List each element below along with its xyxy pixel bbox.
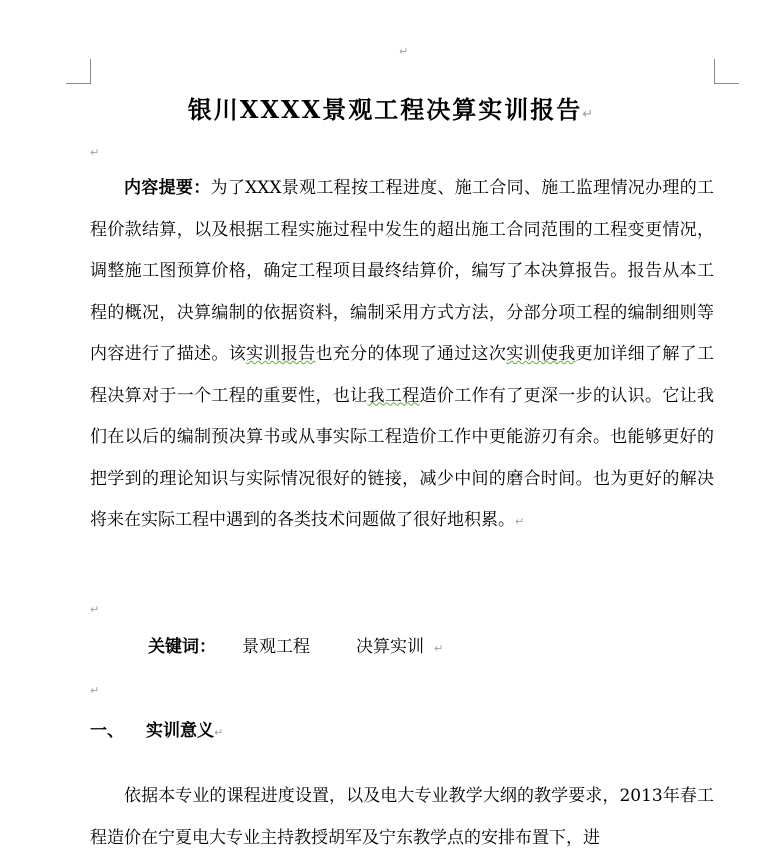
keyword-item: 决算实训 [356,637,424,657]
abstract-text: 造价工作有了更深一步的认识。它让我们在以后的编制预决算书或从事实际工程造价工作中更能游刃有余。也能够更好的把学到的理论知识与实际情况很好的链接，减少中间的磨合时间。也为更好的解决将来在实际工程中遇到的各类技术问题做了很好地积累。 [90,385,715,530]
body-paragraph[interactable] [90,776,714,859]
grammar-flag[interactable]: 我工程 [367,385,420,406]
document-title[interactable] [0,90,781,125]
abstract-text: 也充分的体现了通过这次 [315,344,507,364]
paragraph-mark-icon: ↵ [515,515,525,528]
document-title-text: 银川XXXX景观工程决算实训报告 [187,95,583,124]
section-heading-text: 实训意义 [146,721,214,741]
grammar-flag[interactable]: 实训使我 [506,344,576,364]
body-text: 依据本专业的课程进度设置，以及电大专业教学大纲的教学要求，2013年春工程造价在宁夏电大专业主持教授胡军及宁东教学点的安排布置下，进 [90,786,714,848]
keyword-item: 景观工程 [242,637,310,657]
paragraph-mark-icon: ↵ [214,726,224,739]
paragraph-mark-icon: ↵ [90,603,100,616]
keywords-label: 关键词： [148,637,216,657]
abstract-text: 更加详细了解了工程决算对于一个工程的重要性，也让 [90,344,715,406]
margin-corner-top-left [66,59,91,84]
paragraph-mark-icon: ↵ [90,146,100,159]
section-number: 一、 [90,721,124,741]
keywords-line[interactable] [148,632,443,657]
grammar-flag[interactable]: 实训报告 [246,344,316,364]
section-heading[interactable] [90,716,223,741]
paragraph-mark-icon: ↵ [582,107,594,122]
margin-corner-top-right [714,59,739,84]
abstract-text: 为了XXX景观工程按工程进度、施工合同、施工监理情况办理的工程价款结算，以及根据工程实施过程中发生的超出施工合同范围的工程变更情况，调整施工图预算价格，确定工程项目最终结算价，编写了本决算报告。报告从本工程的概况，决算编制的依据资料，编制采用方式方法，分部分项工程的编制细则等内容进行了描述。该 [90,178,714,364]
abstract-paragraph[interactable] [90,168,714,543]
paragraph-mark-icon: ↵ [90,684,100,697]
paragraph-mark-icon: ↵ [399,45,409,58]
abstract-label: 内容提要： [124,178,211,198]
paragraph-mark-icon: ↵ [434,642,444,655]
